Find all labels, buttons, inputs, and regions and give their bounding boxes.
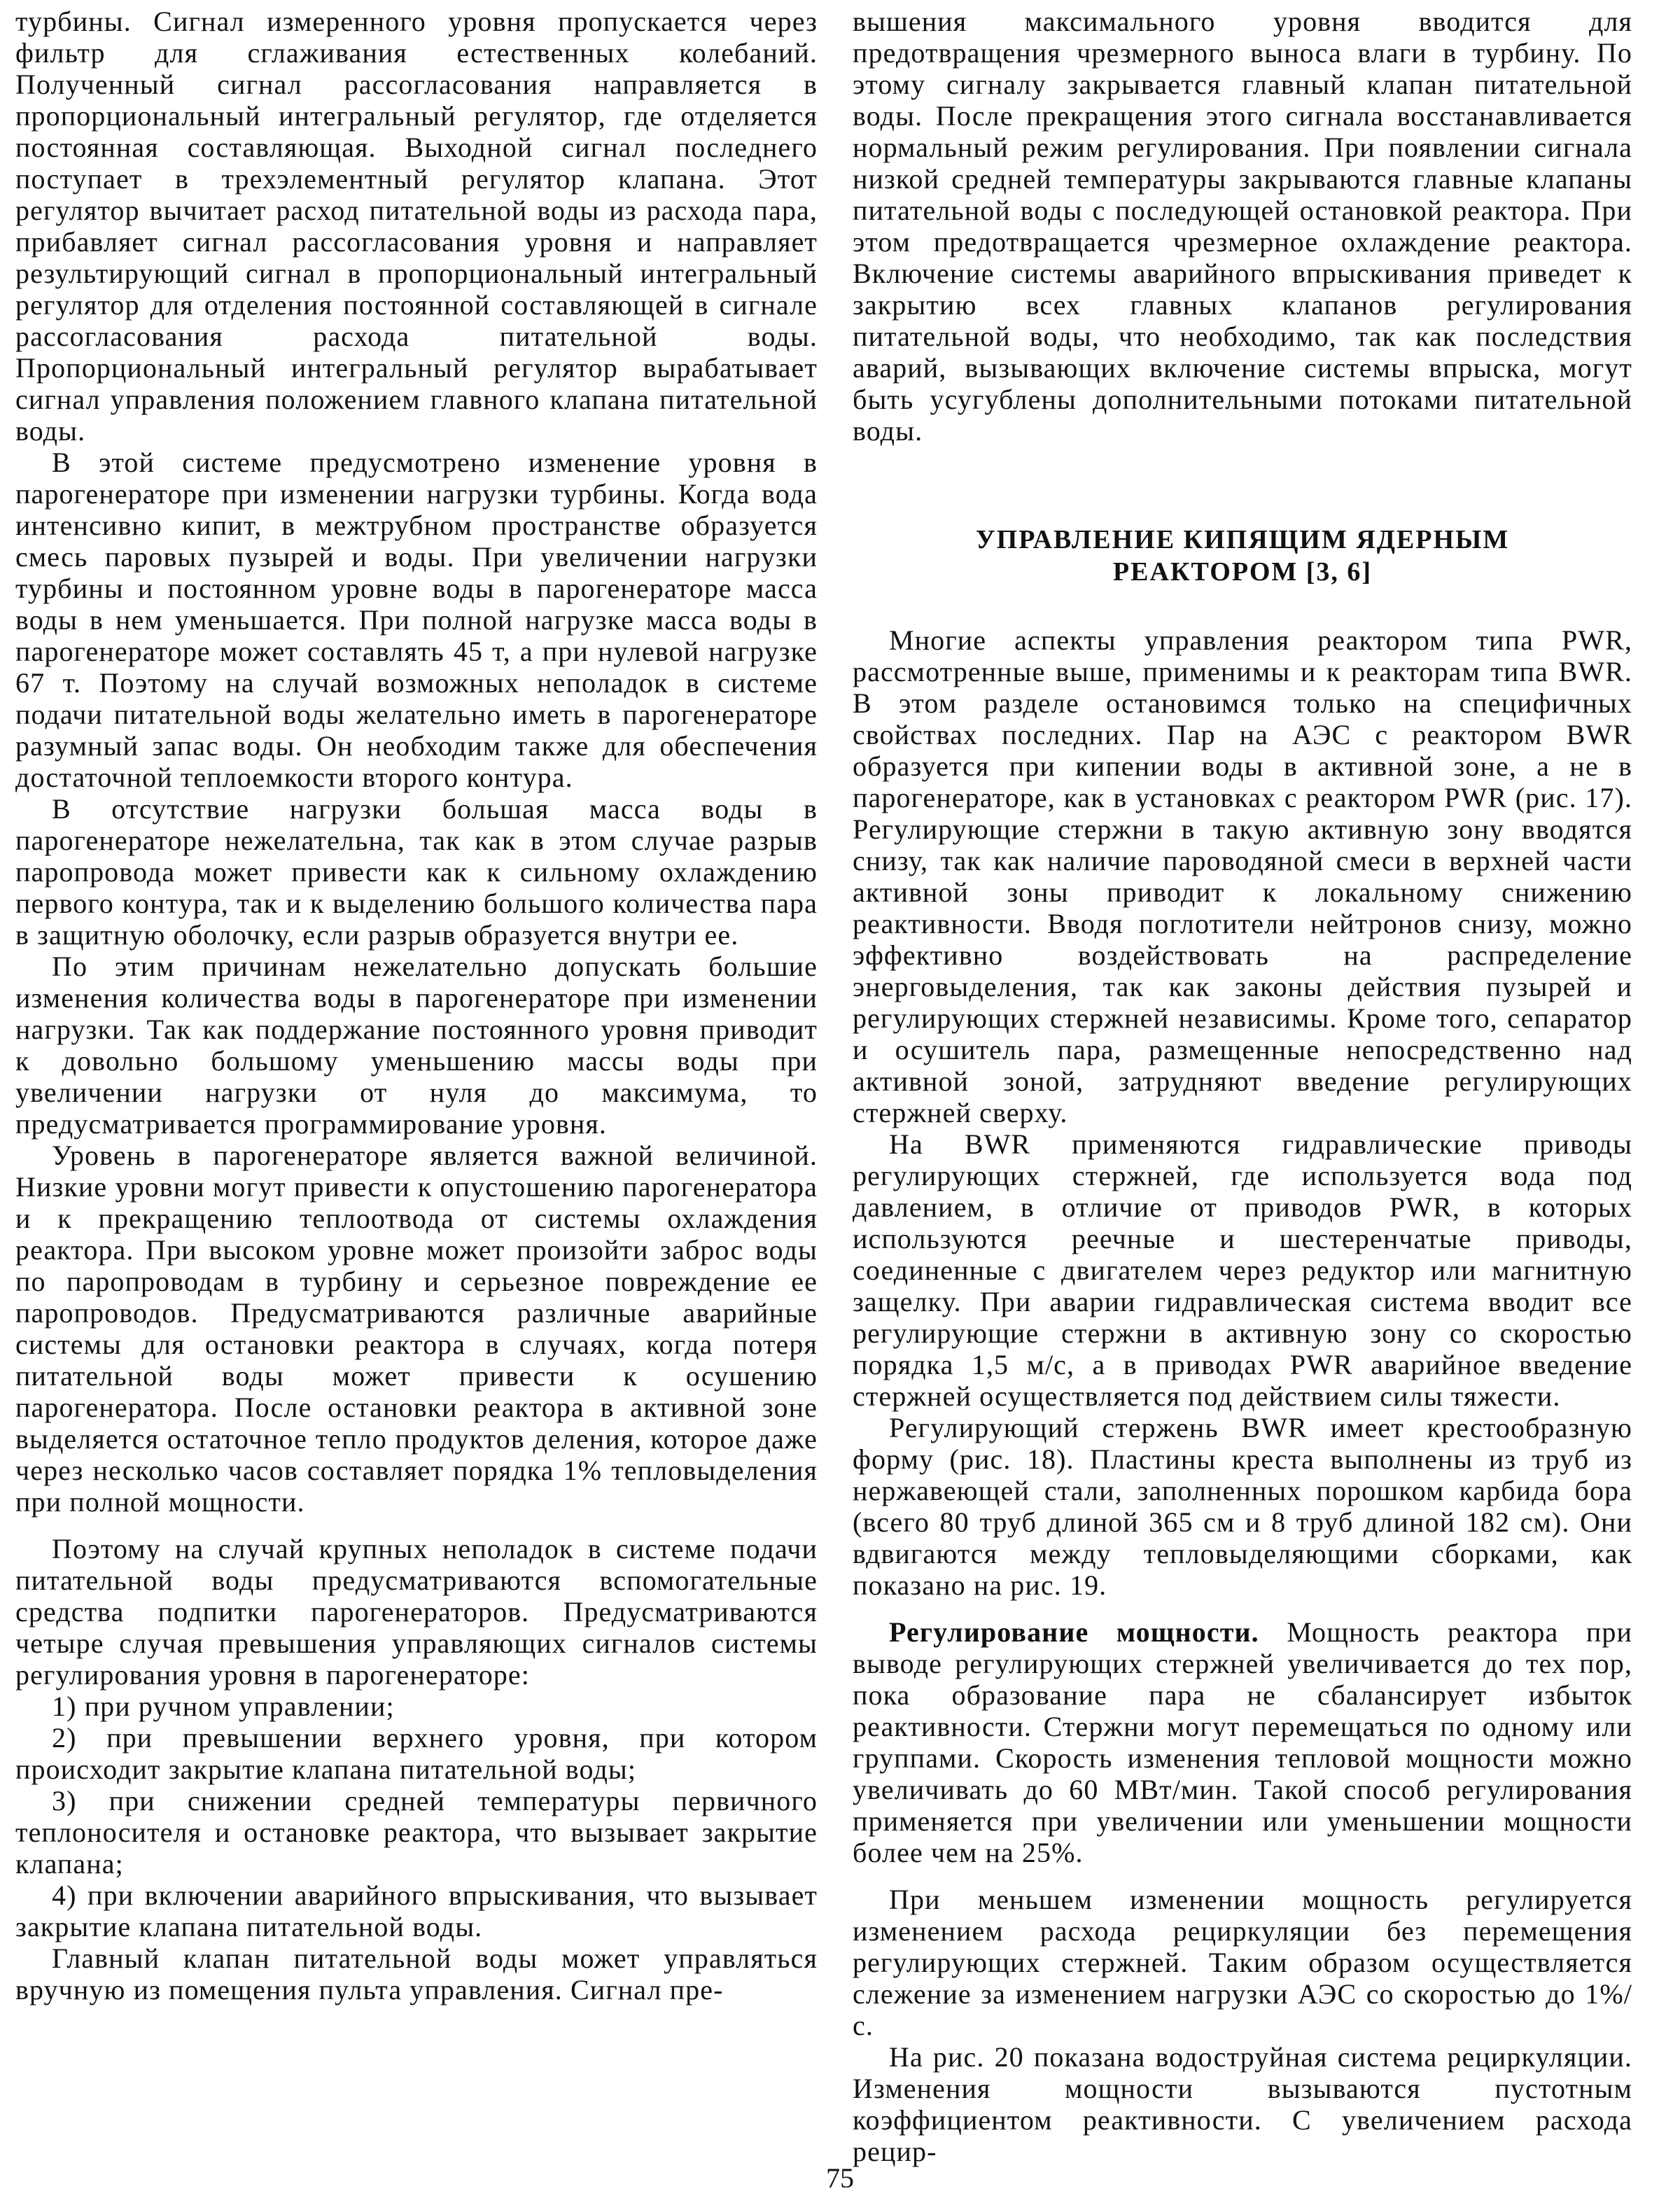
paragraph: Главный клапан питательной воды может управляться вручную из помещения пульта управления. Сигнал пре-	[15, 1942, 818, 2005]
paragraph: вышения максимального уровня вводится для предотвращения чрезмерного выноса влаги в турбину. По этому сигналу закрывается главный клапан питательной воды. После прекращения этого сигнала восстанавливается нормальный режим регулирования. При появлении сигнала низкой средней температуры закрываются главные клапаны питательной воды с последующей остановкой реактора. При этом предотвращается чрезмерное охлаждение реактора. Включение системы аварийного впрыскивания приведет к закрытию всех главных клапанов регулирования питательной воды, что необходимо, так как последствия аварий, вызывающих включение системы впрыска, могут быть усугублены дополнительными потоками питательной воды.	[853, 6, 1632, 447]
paragraph: По этим причинам нежелательно допускать большие изменения количества воды в парогенераторе при изменении нагрузки. Так как поддержание постоянного уровня приводит к довольно большому уменьшению массы воды при увеличении нагрузки от нуля до максимума, то предусматривается программирование уровня.	[15, 951, 818, 1140]
paragraph: На BWR применяются гидравлические приводы регулирующих стержней, где используется вода под давлением, в отличие от приводов PWR, в которых используются реечные и шестеренчатые приводы, соединенные с двигателем через редуктор или магнитную защелку. При аварии гидравлическая система вводит все регулирующие стержни в активную зону со скоростью порядка 1,5 м/с, а в приводах PWR аварийное введение стержней осуществляется под действием силы тяжести.	[853, 1128, 1632, 1412]
page-number: 75	[826, 2162, 854, 2194]
paragraph: В этой системе предусмотрено изменение уровня в парогенераторе при изменении нагрузки турбины. Когда вода интенсивно кипит, в межтрубном пространстве образуется смесь паровых пузырей и воды. При увеличении нагрузки турбины и постоянном уровне воды в парогенераторе масса воды в нем уменьшается. При полной нагрузке масса воды в парогенераторе может составлять 45 т, а при нулевой нагрузке 67 т. Поэтому на случай возможных неполадок в системе подачи питательной воды желательно иметь в парогенераторе разумный запас воды. Он необходим также для обеспечения достаточной теплоемкости второго контура.	[15, 447, 818, 793]
section-heading	[853, 524, 1632, 588]
paragraph: В отсутствие нагрузки большая масса воды в парогенераторе нежелательна, так как в этом случае разрыв паропровода может привести как к сильному охлаждению первого контура, так и к выделению большого количества пара в защитную оболочку, если разрыв образуется внутри ее.	[15, 793, 818, 951]
list-item: 1) при ручном управлении;	[52, 1690, 395, 1722]
list-item: 4) при включении аварийного впрыскивания, что вызывает закрытие клапана питательной воды.	[15, 1879, 818, 1942]
right-column	[853, 6, 1632, 2167]
paragraph: турбины. Сигнал измеренного уровня пропускается через фильтр для сглаживания естественных колебаний. Полученный сигнал рассогласования направляется в пропорциональный интегральный регулятор, где отделяется постоянная составляющая. Выходной сигнал последнего поступает в трехэлементный регулятор клапана. Этот регулятор вычитает расход питательной воды из расхода пара, прибавляет сигнал рассогласования уровня и направляет результирующий сигнал в пропорциональный интегральный регулятор для отделения постоянной составляющей в сигнале рассогласования расхода питательной воды. Пропорциональный интегральный регулятор вырабатывает сигнал управления положением главного клапана питательной воды.	[15, 6, 818, 447]
list-item: 3) при снижении средней температуры первичного теплоносителя и остановке реактора, что вызывает закрытие клапана;	[15, 1785, 818, 1879]
heading-line: РЕАКТОРОМ [3, 6]	[1112, 557, 1373, 587]
paragraph: Регулирующий стержень BWR имеет крестообразную форму (рис. 18). Пластины креста выполнены из труб из нержавеющей стали, заполненных порошком карбида бора (всего 80 труб длиной 365 см и 8 труб длиной 182 см). Они вдвигаются между тепловыделяющими сборками, как показано на рис. 19.	[853, 1412, 1632, 1601]
paragraph: На рис. 20 показана водоструйная система рециркуляции. Изменения мощности вызываются пустотным коэффициентом реактивности. С увеличением расхода рецир-	[853, 2041, 1632, 2167]
paragraph: При меньшем изменении мощность регулируется изменением расхода рециркуляции без перемещения регулирующих стержней. Таким образом осуществляется слежение за изменением нагрузки АЭС со скоростью до 1%/с.	[853, 1884, 1632, 2041]
paragraph	[853, 1616, 1632, 1868]
paragraph: Поэтому на случай крупных неполадок в системе подачи питательной воды предусматриваются вспомогательные средства подпитки парогенераторов. Предусматриваются четыре случая превышения управляющих сигналов системы регулирования уровня в парогенераторе:	[15, 1533, 818, 1690]
left-column	[15, 6, 818, 2005]
paragraph: Уровень в парогенераторе является важной величиной. Низкие уровни могут привести к опустошению парогенератора и к прекращению теплоотвода от системы охлаждения реактора. При высоком уровне может произойти заброс воды по паропроводам в турбину и серьезное повреждение ее паропроводов. Предусматриваются различные аварийные системы для остановки реактора в случаях, когда потеря питательной воды может привести к осушению парогенератора. После остановки реактора в активной зоне выделяется остаточное тепло продуктов деления, которое даже через несколько часов составляет порядка 1% тепловыделения при полной мощности.	[15, 1140, 818, 1518]
paragraph: Многие аспекты управления реактором типа PWR, рассмотренные выше, применимы и к реакторам типа BWR. В этом разделе остановимся только на специфичных свойствах последних. Пар на АЭС с реактором BWR образуется при кипении воды в активной зоне, а не в парогенераторе, как в установках с реактором PWR (рис. 17). Регулирующие стержни в такую активную зону вводятся снизу, так как наличие пароводяной смеси в верхней части активной зоны приводит к локальному снижению реактивности. Вводя поглотители нейтронов снизу, можно эффективно воздействовать на распределение энерговыделения, так как законы действия пузырей и регулирующих стержней независимы. Кроме того, сепаратор и осушитель пара, размещенные непосредственно над активной зоной, затрудняют введение регулирующих стержней сверху.	[853, 624, 1632, 1128]
list-item: 2) при превышении верхнего уровня, при котором происходит закрытие клапана питательной воды;	[15, 1722, 818, 1785]
heading-line: УПРАВЛЕНИЕ КИПЯЩИМ ЯДЕРНЫМ	[975, 525, 1510, 554]
run-in-heading: Регулирование мощности.	[889, 1616, 1259, 1648]
paragraph-text: Мощность реактора при выводе регулирующих стержней увеличивается до тех пор, пока образование пара не сбалансирует избыток реактивности. Стержни могут перемещаться по одному или группами. Скорость изменения тепловой мощности можно увеличивать до 60 МВт/мин. Такой способ регулирования применяется при увеличении или уменьшении мощности более чем на 25%.	[853, 1616, 1632, 1868]
